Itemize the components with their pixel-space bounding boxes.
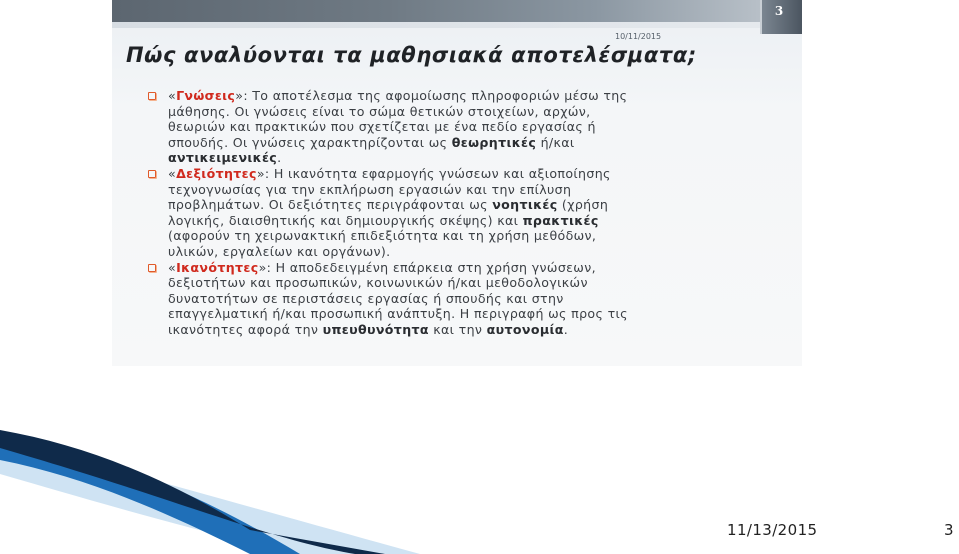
- bullet-item: [148, 88, 778, 166]
- bullet-line: [168, 88, 778, 104]
- bullet-line: [168, 135, 778, 151]
- term-highlight: Γνώσεις: [176, 88, 236, 103]
- body-text: υλικών, εργαλείων και οργάνων).: [168, 243, 391, 259]
- bullet-line: [168, 104, 778, 120]
- footer-date: 11/13/2015: [727, 521, 818, 539]
- bullet-line: [168, 197, 778, 213]
- bullet-line: [168, 322, 778, 338]
- bullet-line: [168, 260, 778, 276]
- bullet-line: [168, 244, 778, 260]
- bold-text: νοητικές: [492, 197, 558, 213]
- bold-text: θεωρητικές: [451, 134, 537, 150]
- body-text: »: Το αποτέλεσμα της αφομοίωσης πληροφοριών μέσω της: [235, 88, 628, 103]
- slide-header-band-light: [112, 22, 802, 28]
- body-text: δεξιοτήτων και προσωπικών, κοινωνικών ή/και μεθοδολογικών: [168, 275, 588, 291]
- bullet-square-icon: [148, 264, 156, 272]
- body-text: σπουδής. Οι γνώσεις χαρακτηρίζονται ως: [168, 134, 452, 150]
- body-text: ή/και: [536, 134, 575, 150]
- body-text: «: [168, 88, 177, 103]
- body-text: θεωριών και πρακτικών που σχετίζεται με ένα πεδίο εργασίας ή: [168, 119, 596, 135]
- body-text: τεχνογνωσίας για την εκπλήρωση εργασιών και την επίλυση: [168, 181, 572, 197]
- bullet-line: [168, 166, 778, 182]
- body-text: (χρήση: [557, 197, 609, 213]
- slide-inner-page-number: 3: [774, 4, 784, 18]
- bullet-line: [168, 291, 778, 307]
- body-text: «: [168, 165, 177, 181]
- bullet-square-icon: [148, 92, 156, 100]
- slide-header-band: [112, 0, 802, 22]
- slide-title: Πώς αναλύονται τα μαθησιακά αποτελέσματα;: [126, 43, 697, 67]
- slide-inner-date: 10/11/2015: [615, 32, 662, 41]
- bold-text: υπευθυνότητα: [322, 321, 429, 337]
- bullet-line: [168, 275, 778, 291]
- bullet-item: [148, 260, 778, 338]
- footer-page-number: 3: [944, 521, 954, 539]
- body-text: »: Η ικανότητα εφαρμογής γνώσεων και αξιοποίησης: [256, 165, 611, 181]
- body-text: »: Η αποδεδειγμένη επάρκεια στη χρήση γνώσεων,: [258, 259, 596, 275]
- bullet-line: [168, 182, 778, 198]
- body-text: (αφορούν τη χειρωνακτική επιδεξιότητα και τη χρήση μεθόδων,: [168, 228, 597, 244]
- bullet-list: [148, 88, 778, 338]
- term-highlight: Δεξιότητες: [176, 165, 257, 181]
- body-text: δυνατοτήτων σε περιστάσεις εργασίας ή σπουδής και στην: [168, 290, 564, 306]
- bold-text: πρακτικές: [522, 212, 599, 228]
- bullet-line: [168, 119, 778, 135]
- bullet-square-icon: [148, 170, 156, 178]
- bullet-line: [168, 228, 778, 244]
- bold-text: αυτονομία: [486, 321, 564, 337]
- body-text: μάθησης. Οι γνώσεις είναι το σώμα θετικών στοιχείων, αρχών,: [168, 103, 591, 119]
- term-highlight: Ικανότητες: [176, 259, 259, 275]
- body-text: .: [563, 321, 569, 337]
- bullet-line: [168, 150, 778, 166]
- body-text: .: [277, 150, 282, 166]
- body-text: και την: [428, 321, 487, 337]
- decorative-swoosh: [0, 430, 420, 554]
- bullet-line: [168, 306, 778, 322]
- body-text: προβλημάτων. Οι δεξιότητες περιγράφονται ως: [168, 197, 493, 213]
- bold-text: αντικειμενικές: [168, 150, 278, 166]
- body-text: επαγγελματική ή/και προσωπική ανάπτυξη. Η περιγραφή ως προς τις: [168, 306, 628, 322]
- body-text: «: [168, 259, 177, 275]
- body-text: λογικής, διαισθητικής και δημιουργικής σκέψης) και: [168, 212, 523, 228]
- bullet-line: [168, 213, 778, 229]
- bullet-item: [148, 166, 778, 260]
- slide-image: [112, 0, 802, 366]
- body-text: ικανότητες αφορά την: [168, 321, 323, 337]
